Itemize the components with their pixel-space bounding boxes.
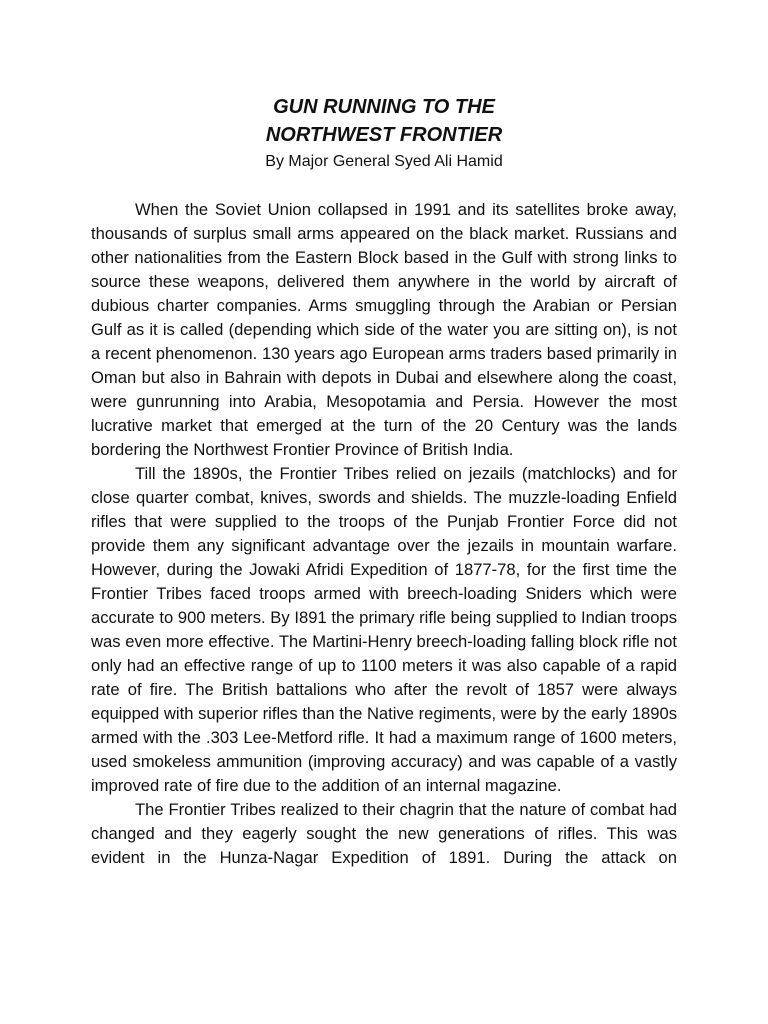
title-line-1: GUN RUNNING TO THE bbox=[273, 96, 495, 118]
author-byline: By Major General Syed Ali Hamid bbox=[265, 153, 503, 170]
document-body bbox=[91, 198, 677, 870]
title-line-2: NORTHWEST FRONTIER bbox=[265, 124, 503, 146]
document-title bbox=[91, 93, 677, 149]
document-page bbox=[91, 93, 677, 870]
paragraph-2: Till the 1890s, the Frontier Tribes relied on jezails (matchlocks) and for close quarter combat, knives, swords and shields. The muzzle-loading Enfield rifles that were supplied to the troops of the Punjab Frontier Force did not provide them any significant advantage over the jezails in mountain warfare. However, during the Jowaki Afridi Expedition of 1877-78, for the first time the Frontier Tribes faced troops armed with breech-loading Sniders which were accurate to 900 meters. By I891 the primary rifle being supplied to Indian troops was even more effective. The Martini-Henry breech-loading falling block rifle not only had an effective range of up to 1100 meters it was also capable of a rapid rate of fire. The British battalions who after the revolt of 1857 were always equipped with superior rifles than the Native regiments, were by the early 1890s armed with the .303 Lee-Metford rifle. It had a maximum range of 1600 meters, used smokeless ammunition (improving accuracy) and was capable of a vastly improved rate of fire due to the addition of an internal magazine. bbox=[91, 464, 677, 795]
paragraph-3: The Frontier Tribes realized to their chagrin that the nature of combat had changed and they eagerly sought the new generations of rifles. This was evident in the Hunza-Nagar Expedition of 1891. During the attack on bbox=[91, 800, 677, 867]
paragraph-1: When the Soviet Union collapsed in 1991 and its satellites broke away, thousands of surplus small arms appeared on the black market. Russians and other nationalities from the Eastern Block based in the Gulf with strong links to source these weapons, delivered them anywhere in the world by aircraft of dubious charter companies. Arms smuggling through the Arabian or Persian Gulf as it is called (depending which side of the water you are sitting on), is not a recent phenomenon. 130 years ago European arms traders based primarily in Oman but also in Bahrain with depots in Dubai and elsewhere along the coast, were gunrunning into Arabia, Mesopotamia and Persia. However the most lucrative market that emerged at the turn of the 20 Century was the lands bordering the Northwest Frontier Province of British India. bbox=[91, 200, 677, 459]
